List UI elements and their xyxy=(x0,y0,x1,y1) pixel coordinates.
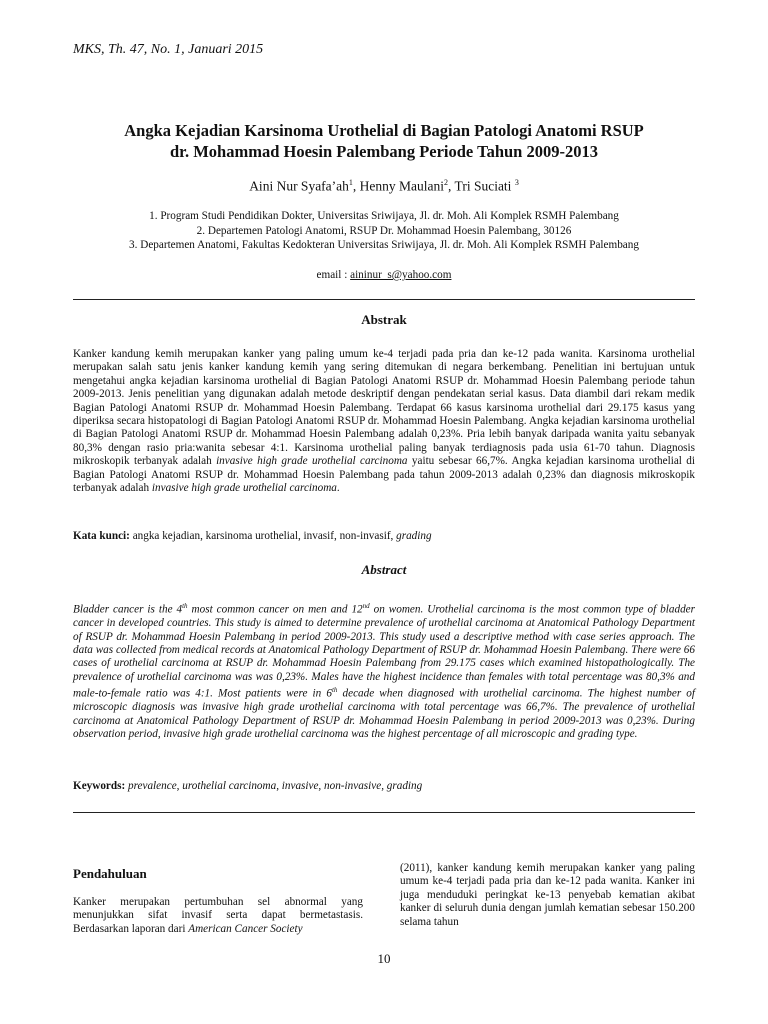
author-1: Aini Nur Syafa’ah xyxy=(249,178,349,194)
kata-kunci-text: angka kejadian, karsinoma urothelial, invasif, non-invasif, xyxy=(129,530,397,542)
intro-right-column: (2011), kanker kandung kemih merupakan kanker yang paling umum ke-4 terjadi pada pria dan ke-12 pada wanita. Kanker ini juga menduduki peringkat ke-13 penyebab kematian akibat kanker di seluruh dunia dengan jumlah kematian sebesar 150.200 selama tahun xyxy=(400,862,695,928)
divider-top xyxy=(73,299,695,300)
author-3: Tri Suciati xyxy=(454,178,512,194)
title-line-2: dr. Mohammad Hoesin Palembang Periode Tahun 2009-2013 xyxy=(170,142,598,161)
keywords-text: prevalence, urothelial carcinoma, invasive, non-invasive, grading xyxy=(125,780,423,792)
intro-left-text: Kanker merupakan pertumbuhan sel abnormal yang menunjukkan sifat invasif serta dapat bermetastasis. Berdasarkan laporan dari xyxy=(73,896,363,935)
abstrak-heading: Abstrak xyxy=(361,312,407,327)
author-2: Henny Maulani xyxy=(359,178,445,194)
title-line-1: Angka Kejadian Karsinoma Urothelial di Bagian Patologi Anatomi RSUP xyxy=(124,121,644,140)
abstract-heading: Abstract xyxy=(361,562,407,577)
abstrak-italic-1: invasive high grade urothelial carcinoma xyxy=(216,455,408,468)
abstrak-text-end: . xyxy=(336,482,340,495)
affiliation-2: 2. Departemen Patologi Anatomi, RSUP Dr. Mohammad Hoesin Palembang, 30126 xyxy=(196,224,572,237)
kata-kunci xyxy=(73,530,695,542)
abstrak-text: Kanker kandung kemih merupakan kanker yang paling umum ke-4 terjadi pada pria dan ke-12 pada wanita. Karsinoma urothelial merupakan salah satu jenis kanker kandung kemih yang sering ditemukan di negara berkembang. Penelitian ini bertujuan untuk mengetahui angka kejadian karsinoma urothelial di Bagian Patologi Anatomi RSUP dr. Mohammad Hoesin Palembang periode tahun 2009-2013. Jenis penelitian yang digunakan adalah metode deskriptif dengan pendekatan serial kasus. Data diambil dari rekam medik Bagian Patologi Anatomi RSUP dr. Mohammad Hoesin Palembang. Terdapat 66 kasus karsinoma urothelial dari 29.175 kasus yang diperiksa secara histopatologi di Bagian Patologi Anatomi RSUP dr. Mohammad Hoesin Palembang. Angka kejadian karsinoma urothelial di Bagian Patologi Anatomi RSUP dr. Mohammad Hoesin Palembang adalah 0,23%. Pria lebih banyak daripada wanita yaitu sebanyak 80,3% dengan rasio pria:wanita sebesar 4:1. Karsinoma urothelial paling banyak terdiagnosis pada usia 61-70 tahun. Diagnosis mikroskopik terbanyak adalah xyxy=(73,348,695,468)
abstrak-body xyxy=(73,348,695,495)
kata-kunci-label: Kata kunci: xyxy=(73,530,130,542)
abstract-text-1: Bladder cancer is the 4 xyxy=(73,603,183,616)
abstrak-italic-2: invasive high grade urothelial carcinoma xyxy=(151,482,337,495)
keywords xyxy=(73,780,695,792)
keywords-label: Keywords: xyxy=(73,780,126,792)
author-1-affil: 1 xyxy=(348,178,353,187)
page-number: 10 xyxy=(377,951,391,966)
intro-left-italic: American Cancer Society xyxy=(188,922,303,935)
abstract-sup-2: nd xyxy=(362,602,370,610)
author-3-affil: 3 xyxy=(514,178,519,187)
affiliation-1: 1. Program Studi Pendidikan Dokter, Universitas Sriwijaya, Jl. dr. Moh. Ali Komplek RSMH Palembang xyxy=(149,210,619,222)
journal-header: MKS, Th. 47, No. 1, Januari 2015 xyxy=(73,42,264,57)
abstract-text-4: decade when diagnosed with urothelial carcinoma. The highest number of microscopic diagnosis was invasive high grade urothelial carcinoma with total percentage was 66,7%. The prevalence of urothelial carcinoma at Anatomical Pathology Department of RSUP dr. Mohammad Hoesin Palembang in period 2009-2013 was 0,23%. During observation period, invasive high grade urothelial carcinoma was the highest percentage of all microscopic and grading type. xyxy=(73,687,695,741)
kata-kunci-italic: grading xyxy=(396,530,432,542)
abstrak-text-2: yaitu sebesar 66,7%. Angka kejadian karsinoma urothelial di Bagian Patologi Anatomi RSUP dr. Mohammad Hoesin Palembang pada tahun 2009-2013 adalah 0,23% dan diagnosis mikroskopik terbanyak adalah xyxy=(73,455,696,495)
abstract-sup-3: th xyxy=(331,686,338,695)
email-link[interactable]: aininur_s@yahoo.com xyxy=(350,269,452,281)
email-line xyxy=(60,269,708,281)
paper-title xyxy=(60,120,708,162)
abstract-text-2: most common cancer on men and 12 xyxy=(187,603,363,616)
affiliations xyxy=(60,209,708,253)
author-2-affil: 2 xyxy=(444,178,449,187)
author-list xyxy=(60,178,708,195)
intro-left-column xyxy=(73,896,363,936)
intro-heading: Pendahuluan xyxy=(73,866,147,881)
affiliation-3: 3. Departemen Anatomi, Fakultas Kedokteran Universitas Sriwijaya, Jl. dr. Moh. Ali Komplek RSMH Palembang xyxy=(129,239,639,251)
abstract-text-3: on women. Urothelial carcinoma is the most common type of bladder cancer in developed countries. This study is aimed to determine prevalence of urothelial carcinoma at Anatomical Pathology Department of RSUP dr. Mohammad Hoesin Palembang in period 2009-2013. This study used a descriptive method with case series approach. The data was collected from medical records at Anatomical Pathology Department of RSUP dr. Mohammad Hoesin Palembang. There were 66 cases of urothelial carcinoma at RSUP dr. Mohammad Hoesin Palembang from 29.175 cases which examined histopathologically. The prevalence of urothelial carcinoma was was 0,23%. Males have the highest incidence than females with total percentage was 80,3% and male-to-female ratio was 4:1. Most patients were in 6 xyxy=(73,603,695,700)
abstract-sup-1: th xyxy=(182,602,188,610)
author-separator: , xyxy=(448,178,455,194)
abstract-body xyxy=(73,600,695,742)
divider-bottom xyxy=(73,812,695,813)
author-separator: , xyxy=(352,178,360,194)
email-label: email : xyxy=(316,269,351,281)
